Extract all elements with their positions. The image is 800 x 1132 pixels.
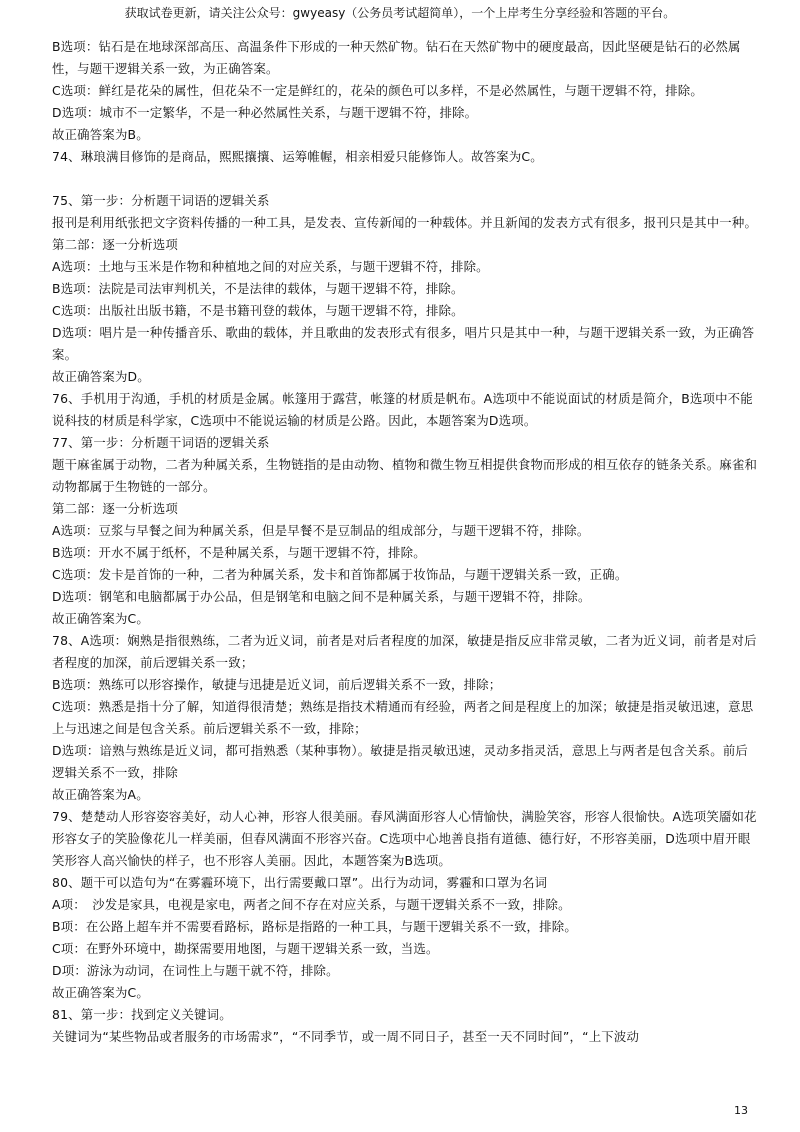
- text-line: D选项：城市不一定繁华，不是一种必然属性关系，与题干逻辑不符，排除。: [52, 105, 478, 120]
- text-line: 77、第一步：分析题干词语的逻辑关系: [52, 435, 270, 450]
- text-line: 故正确答案为C。: [52, 985, 149, 1000]
- text-line: 第二部：逐一分析选项: [52, 501, 178, 516]
- text-line: B选项：法院是司法审判机关，不是法律的载体，与题干逻辑不符，排除。: [52, 281, 464, 296]
- text-line: C选项：鲜红是花朵的属性，但花朵不一定是鲜红的，花朵的颜色可以多样，不是必然属性，与题干逻辑不符，排除。: [52, 83, 703, 98]
- text-line: B选项：熟练可以形容操作，敏捷与迅捷是近义词，前后逻辑关系不一致，排除；: [52, 677, 502, 692]
- text-line: 故正确答案为A。: [52, 787, 149, 802]
- text-line: B项：在公路上超车并不需要看路标，路标是指路的一种工具，与题干逻辑关系不一致，排除。: [52, 919, 577, 934]
- text-line: D选项：谙熟与熟练是近义词，都可指熟悉（某种事物）。敏捷是指灵敏迅速，灵动多指灵活，意思上与两者是包含关系。前后逻辑关系不一致，排除: [52, 743, 749, 780]
- text-line: D选项：唱片是一种传播音乐、歌曲的载体，并且歌曲的发表形式有很多，唱片只是其中一种，与题干逻辑关系一致，为正确答案。: [52, 325, 755, 362]
- text-line: 第二部：逐一分析选项: [52, 237, 178, 252]
- text-line: C选项：发卡是首饰的一种，二者为种属关系，发卡和首饰都属于妆饰品，与题干逻辑关系一致，正确。: [52, 567, 628, 582]
- text-line: 故正确答案为D。: [52, 369, 150, 384]
- text-line: 74、琳琅满目修饰的是商品，熙熙攘攘、运筹帷幄，相亲相爱只能修饰人。故答案为C。: [52, 149, 543, 164]
- answer-text: [52, 36, 758, 1048]
- page-number: 13: [734, 1104, 748, 1117]
- text-line: A选项：土地与玉米是作物和种植地之间的对应关系，与题干逻辑不符，排除。: [52, 259, 489, 274]
- text-line: 78、A选项：娴熟是指很熟练，二者为近义词，前者是对后者程度的加深，敏捷是指反应非常灵敏，二者为近义词，前者是对后者程度的加深，前后逻辑关系一致；: [52, 633, 757, 670]
- text-line: 题干麻雀属于动物，二者为种属关系，生物链指的是由动物、植物和微生物互相提供食物而形成的相互依存的链条关系。麻雀和动物都属于生物链的一部分。: [52, 457, 758, 494]
- text-line: B选项：钻石是在地球深部高压、高温条件下形成的一种天然矿物。钻石在天然矿物中的硬度最高，因此坚硬是钻石的必然属性，与题干逻辑关系一致，为正确答案。: [52, 39, 741, 76]
- text-line: 81、第一步：找到定义关键词。: [52, 1007, 232, 1022]
- text-line: D项：游泳为动词，在词性上与题干就不符，排除。: [52, 963, 339, 978]
- text-line: 故正确答案为C。: [52, 611, 149, 626]
- page-banner: 获取试卷更新，请关注公众号：gwyeasy（公务员考试超简单），一个上岸考生分享经验和答题的平台。: [124, 6, 676, 20]
- text-line: C选项：出版社出版书籍，不是书籍刊登的载体，与题干逻辑不符，排除。: [52, 303, 464, 318]
- text-line: 关键词为“某些物品或者服务的市场需求”，“不同季节，或一周不同日子，甚至一天不同时间”，“上下波动: [52, 1029, 640, 1044]
- text-line: 75、第一步：分析题干词语的逻辑关系: [52, 193, 270, 208]
- text-line: A项： 沙发是家具，电视是家电，两者之间不存在对应关系，与题干逻辑关系不一致，排除。: [52, 897, 571, 912]
- text-line: A选项：豆浆与早餐之间为种属关系，但是早餐不是豆制品的组成部分，与题干逻辑不符，排除。: [52, 523, 590, 538]
- text-line: 故正确答案为B。: [52, 127, 149, 142]
- text-line: B选项：开水不属于纸杯，不是种属关系，与题干逻辑不符，排除。: [52, 545, 426, 560]
- text-line: C项：在野外环境中，勘探需要用地图，与题干逻辑关系一致，当选。: [52, 941, 439, 956]
- text-line: 80、题干可以造句为“在雾霾环境下，出行需要戴口罩”。出行为动词，雾霾和口罩为名词: [52, 875, 548, 890]
- text-line: D选项：钢笔和电脑都属于办公品，但是钢笔和电脑之间不是种属关系，与题干逻辑不符，排除。: [52, 589, 591, 604]
- text-line: 76、手机用于沟通，手机的材质是金属。帐篷用于露营，帐篷的材质是帆布。A选项中不能说面试的材质是简介，B选项中不能说科技的材质是科学家，C选项中不能说运输的材质是公路。因此，本题答案为D选项。: [52, 391, 753, 428]
- text-line: C选项：熟悉是指十分了解，知道得很清楚；熟练是指技术精通而有经验，两者之间是程度上的加深；敏捷是指灵敏迅速，意思上与迅速之间是包含关系。前后逻辑关系不一致，排除；: [52, 699, 754, 736]
- text-line: 报刊是利用纸张把文字资料传播的一种工具，是发表、宣传新闻的一种载体。并且新闻的发表方式有很多，报刊只是其中一种。: [52, 215, 758, 230]
- text-line: 79、楚楚动人形容姿容美好，动人心神，形容人很美丽。春风满面形容人心情愉快，满脸笑容，形容人很愉快。A选项笑靥如花形容女子的笑脸像花儿一样美丽，但春风满面不形容兴奋。C选项中心地善良指有道德、德行好，不形容美丽，D选项中眉开眼笑形容人高兴愉快的样子，也不形容人美丽。因此，本题答案为B选项。: [52, 809, 757, 868]
